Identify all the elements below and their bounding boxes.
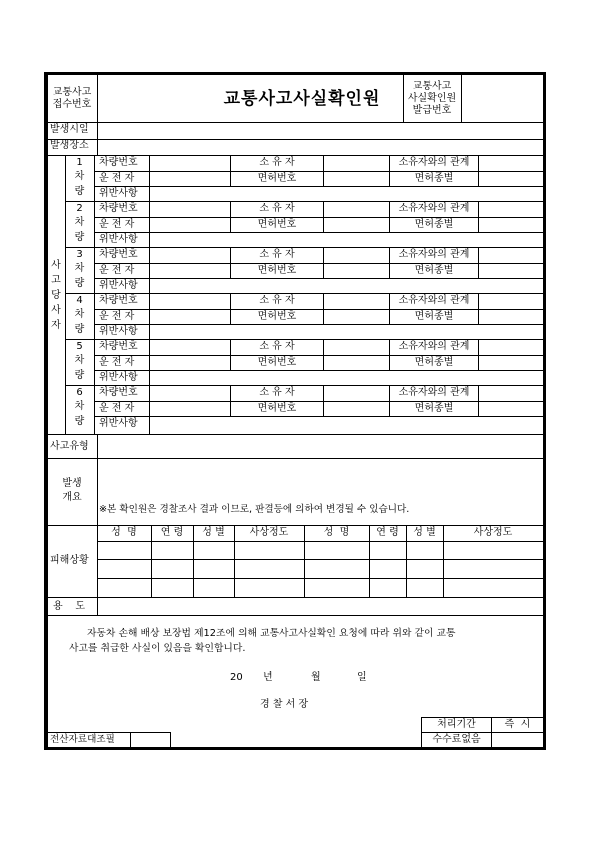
damage-cell[interactable]	[407, 560, 443, 578]
issue-number-label: 교통사고 사실확인원 발급번호	[407, 81, 457, 116]
relation-field[interactable]	[479, 386, 543, 400]
plate-label: 차량번호	[99, 341, 138, 352]
vehicle-number: 5	[76, 341, 83, 352]
plate-field[interactable]	[150, 386, 230, 400]
violation-field[interactable]	[150, 371, 543, 384]
vehicle-number: 1	[76, 157, 83, 168]
damage-header: 연 령	[376, 527, 399, 538]
driver-label: 운 전 자	[99, 173, 135, 184]
license-no-field[interactable]	[324, 264, 389, 278]
parties-label: 사 고 당 사 자	[51, 259, 61, 331]
relation-field[interactable]	[479, 294, 543, 308]
driver-field[interactable]	[150, 310, 230, 324]
relation-label: 소유자와의 관계	[398, 341, 470, 352]
damage-header: 사상정도	[473, 527, 513, 538]
relation-label: 소유자와의 관계	[398, 295, 470, 306]
driver-field[interactable]	[150, 264, 230, 278]
plate-label: 차량번호	[99, 203, 138, 214]
damage-cell[interactable]	[407, 579, 443, 597]
plate-field[interactable]	[150, 294, 230, 308]
violation-label: 위반사항	[99, 326, 138, 337]
damage-header: 성 별	[413, 527, 436, 538]
damage-cell[interactable]	[370, 542, 406, 559]
license-no-label: 면허번호	[257, 219, 297, 230]
damage-cell[interactable]	[98, 542, 151, 559]
license-type-field[interactable]	[479, 310, 543, 324]
damage-header: 성 명	[323, 527, 350, 538]
license-type-label: 면허종별	[414, 219, 454, 230]
damage-cell[interactable]	[444, 542, 543, 559]
issue-number-field[interactable]	[462, 76, 543, 121]
owner-label: 소 유 자	[259, 341, 295, 352]
vehicle-char-2: 량	[74, 324, 85, 335]
driver-label: 운 전 자	[99, 265, 135, 276]
license-type-label: 면허종별	[414, 311, 454, 322]
damage-cell[interactable]	[98, 560, 151, 578]
statement-line-1: 자동차 손해 배상 보장법 제12조에 의해 교통사고사실확인 요청에 따라 위와 같이 교통	[87, 628, 456, 639]
date-year-unit: 년	[263, 672, 273, 683]
violation-field[interactable]	[150, 325, 543, 338]
relation-label: 소유자와의 관계	[398, 249, 470, 260]
license-type-field[interactable]	[479, 402, 543, 416]
damage-cell[interactable]	[194, 560, 234, 578]
owner-field[interactable]	[324, 248, 389, 262]
vehicle-number: 6	[76, 387, 83, 398]
driver-label: 운 전 자	[99, 311, 135, 322]
damage-cell[interactable]	[98, 579, 151, 597]
vehicle-char-2: 량	[74, 278, 85, 289]
driver-label: 운 전 자	[99, 219, 135, 230]
damage-cell[interactable]	[305, 560, 369, 578]
date-month-unit: 월	[311, 672, 321, 683]
damage-label: 피해상황	[50, 555, 89, 566]
police-chief: 경 찰 서 장	[260, 699, 309, 710]
processing-value: 즉 시	[504, 719, 531, 730]
violation-field[interactable]	[150, 417, 543, 433]
vehicle-char-1: 차	[74, 217, 85, 228]
plate-label: 차량번호	[99, 249, 138, 260]
vehicle-char-2: 량	[74, 186, 85, 197]
vehicle-char-1: 차	[74, 401, 85, 412]
license-no-label: 면허번호	[257, 265, 297, 276]
relation-label: 소유자와의 관계	[398, 203, 470, 214]
violation-field[interactable]	[150, 187, 543, 200]
date-field[interactable]	[97, 123, 543, 138]
vehicle-char-2: 량	[74, 416, 85, 427]
purpose-label: 용 도	[53, 601, 86, 612]
license-type-label: 면허종별	[414, 357, 454, 368]
license-type-field[interactable]	[479, 218, 543, 232]
owner-label: 소 유 자	[259, 249, 295, 260]
plate-field[interactable]	[150, 248, 230, 262]
statement-line-2: 사고를 취급한 사실이 있음을 확인합니다.	[69, 643, 246, 654]
driver-field[interactable]	[150, 218, 230, 232]
damage-cell[interactable]	[235, 542, 304, 559]
license-no-field[interactable]	[324, 310, 389, 324]
license-no-label: 면허번호	[257, 357, 297, 368]
place-field[interactable]	[97, 140, 543, 155]
plate-label: 차량번호	[99, 295, 138, 306]
overview-note: ※본 확인원은 경찰조사 결과 이므로, 판결등에 의하여 변경될 수 있습니다.	[99, 504, 410, 515]
violation-field[interactable]	[150, 233, 543, 246]
license-no-label: 면허번호	[257, 173, 297, 184]
damage-cell[interactable]	[194, 579, 234, 597]
page-title: 교통사고사실확인원	[223, 89, 381, 109]
owner-label: 소 유 자	[259, 387, 295, 398]
damage-cell[interactable]	[235, 579, 304, 597]
receipt-number-label: 교통사고 접수번호	[52, 87, 92, 110]
plate-label: 차량번호	[99, 387, 138, 398]
overview-label: 발생 개요	[62, 478, 82, 503]
date-year: 20	[230, 672, 243, 683]
fee-label: 수수료없음	[432, 734, 481, 745]
vehicle-char-2: 량	[74, 370, 85, 381]
owner-field[interactable]	[324, 202, 389, 216]
data-verified-label: 전산자료대조필	[50, 734, 115, 745]
damage-header: 성 별	[202, 527, 225, 538]
damage-header: 연 령	[160, 527, 184, 538]
damage-cell[interactable]	[235, 560, 304, 578]
driver-field[interactable]	[150, 402, 230, 416]
relation-label: 소유자와의 관계	[398, 157, 470, 168]
relation-field[interactable]	[479, 202, 543, 216]
damage-cell[interactable]	[444, 560, 543, 578]
vehicle-number: 4	[76, 295, 83, 306]
date-day-unit: 일	[357, 672, 367, 683]
damage-header: 사상정도	[249, 527, 289, 538]
license-type-field[interactable]	[479, 264, 543, 278]
plate-field[interactable]	[150, 202, 230, 216]
damage-cell[interactable]	[370, 560, 406, 578]
license-no-label: 면허번호	[257, 403, 297, 414]
damage-cell[interactable]	[407, 542, 443, 559]
plate-field[interactable]	[150, 156, 230, 170]
license-type-label: 면허종별	[414, 173, 454, 184]
license-no-field[interactable]	[324, 356, 389, 370]
owner-label: 소 유 자	[259, 203, 295, 214]
license-type-label: 면허종별	[414, 403, 454, 414]
owner-label: 소 유 자	[259, 157, 295, 168]
violation-label: 위반사항	[99, 188, 138, 199]
owner-label: 소 유 자	[259, 295, 295, 306]
license-type-field[interactable]	[479, 356, 543, 370]
accident-type-label: 사고유형	[50, 441, 89, 452]
damage-cell[interactable]	[194, 542, 234, 559]
damage-cell[interactable]	[152, 560, 193, 578]
license-type-field[interactable]	[479, 172, 543, 186]
license-no-field[interactable]	[324, 172, 389, 186]
violation-label: 위반사항	[99, 280, 138, 291]
damage-cell[interactable]	[305, 542, 369, 559]
place-label: 발생장소	[50, 140, 89, 151]
owner-field[interactable]	[324, 294, 389, 308]
damage-header: 성 명	[111, 527, 137, 538]
left-border	[47, 75, 48, 747]
data-verified-field[interactable]	[131, 733, 170, 747]
damage-cell[interactable]	[370, 579, 406, 597]
license-no-field[interactable]	[324, 402, 389, 416]
license-no-field[interactable]	[324, 218, 389, 232]
damage-cell[interactable]	[152, 542, 193, 559]
fee-field[interactable]	[492, 733, 543, 747]
violation-label: 위반사항	[99, 372, 138, 383]
vehicle-char-1: 차	[74, 263, 85, 274]
relation-field[interactable]	[479, 156, 543, 170]
owner-field[interactable]	[324, 156, 389, 170]
owner-field[interactable]	[324, 386, 389, 400]
relation-label: 소유자와의 관계	[398, 387, 470, 398]
violation-label: 위반사항	[99, 418, 138, 429]
relation-field[interactable]	[479, 248, 543, 262]
license-type-label: 면허종별	[414, 265, 454, 276]
date-label: 발생시일	[50, 124, 89, 135]
driver-label: 운 전 자	[99, 357, 135, 368]
owner-field[interactable]	[324, 340, 389, 354]
accident-type-field[interactable]	[98, 435, 543, 458]
vehicle-char-1: 차	[74, 355, 85, 366]
plate-label: 차량번호	[99, 157, 138, 168]
processing-label: 처리기간	[437, 719, 476, 730]
vehicle-number: 3	[76, 249, 83, 260]
form-body	[47, 75, 543, 747]
damage-cell[interactable]	[152, 579, 193, 597]
overview-field[interactable]	[98, 459, 543, 503]
vehicle-number: 2	[76, 203, 83, 214]
damage-cell[interactable]	[305, 579, 369, 597]
plate-field[interactable]	[150, 340, 230, 354]
driver-label: 운 전 자	[99, 403, 135, 414]
driver-field[interactable]	[150, 356, 230, 370]
driver-field[interactable]	[150, 172, 230, 186]
purpose-field[interactable]	[98, 598, 543, 615]
vehicle-char-1: 차	[74, 309, 85, 320]
receipt-number-field[interactable]	[98, 76, 201, 121]
vehicle-char-1: 차	[74, 171, 85, 182]
violation-field[interactable]	[150, 279, 543, 292]
license-no-label: 면허번호	[257, 311, 297, 322]
damage-cell[interactable]	[444, 579, 543, 597]
vehicle-char-2: 량	[74, 232, 85, 243]
relation-field[interactable]	[479, 340, 543, 354]
violation-label: 위반사항	[99, 234, 138, 245]
